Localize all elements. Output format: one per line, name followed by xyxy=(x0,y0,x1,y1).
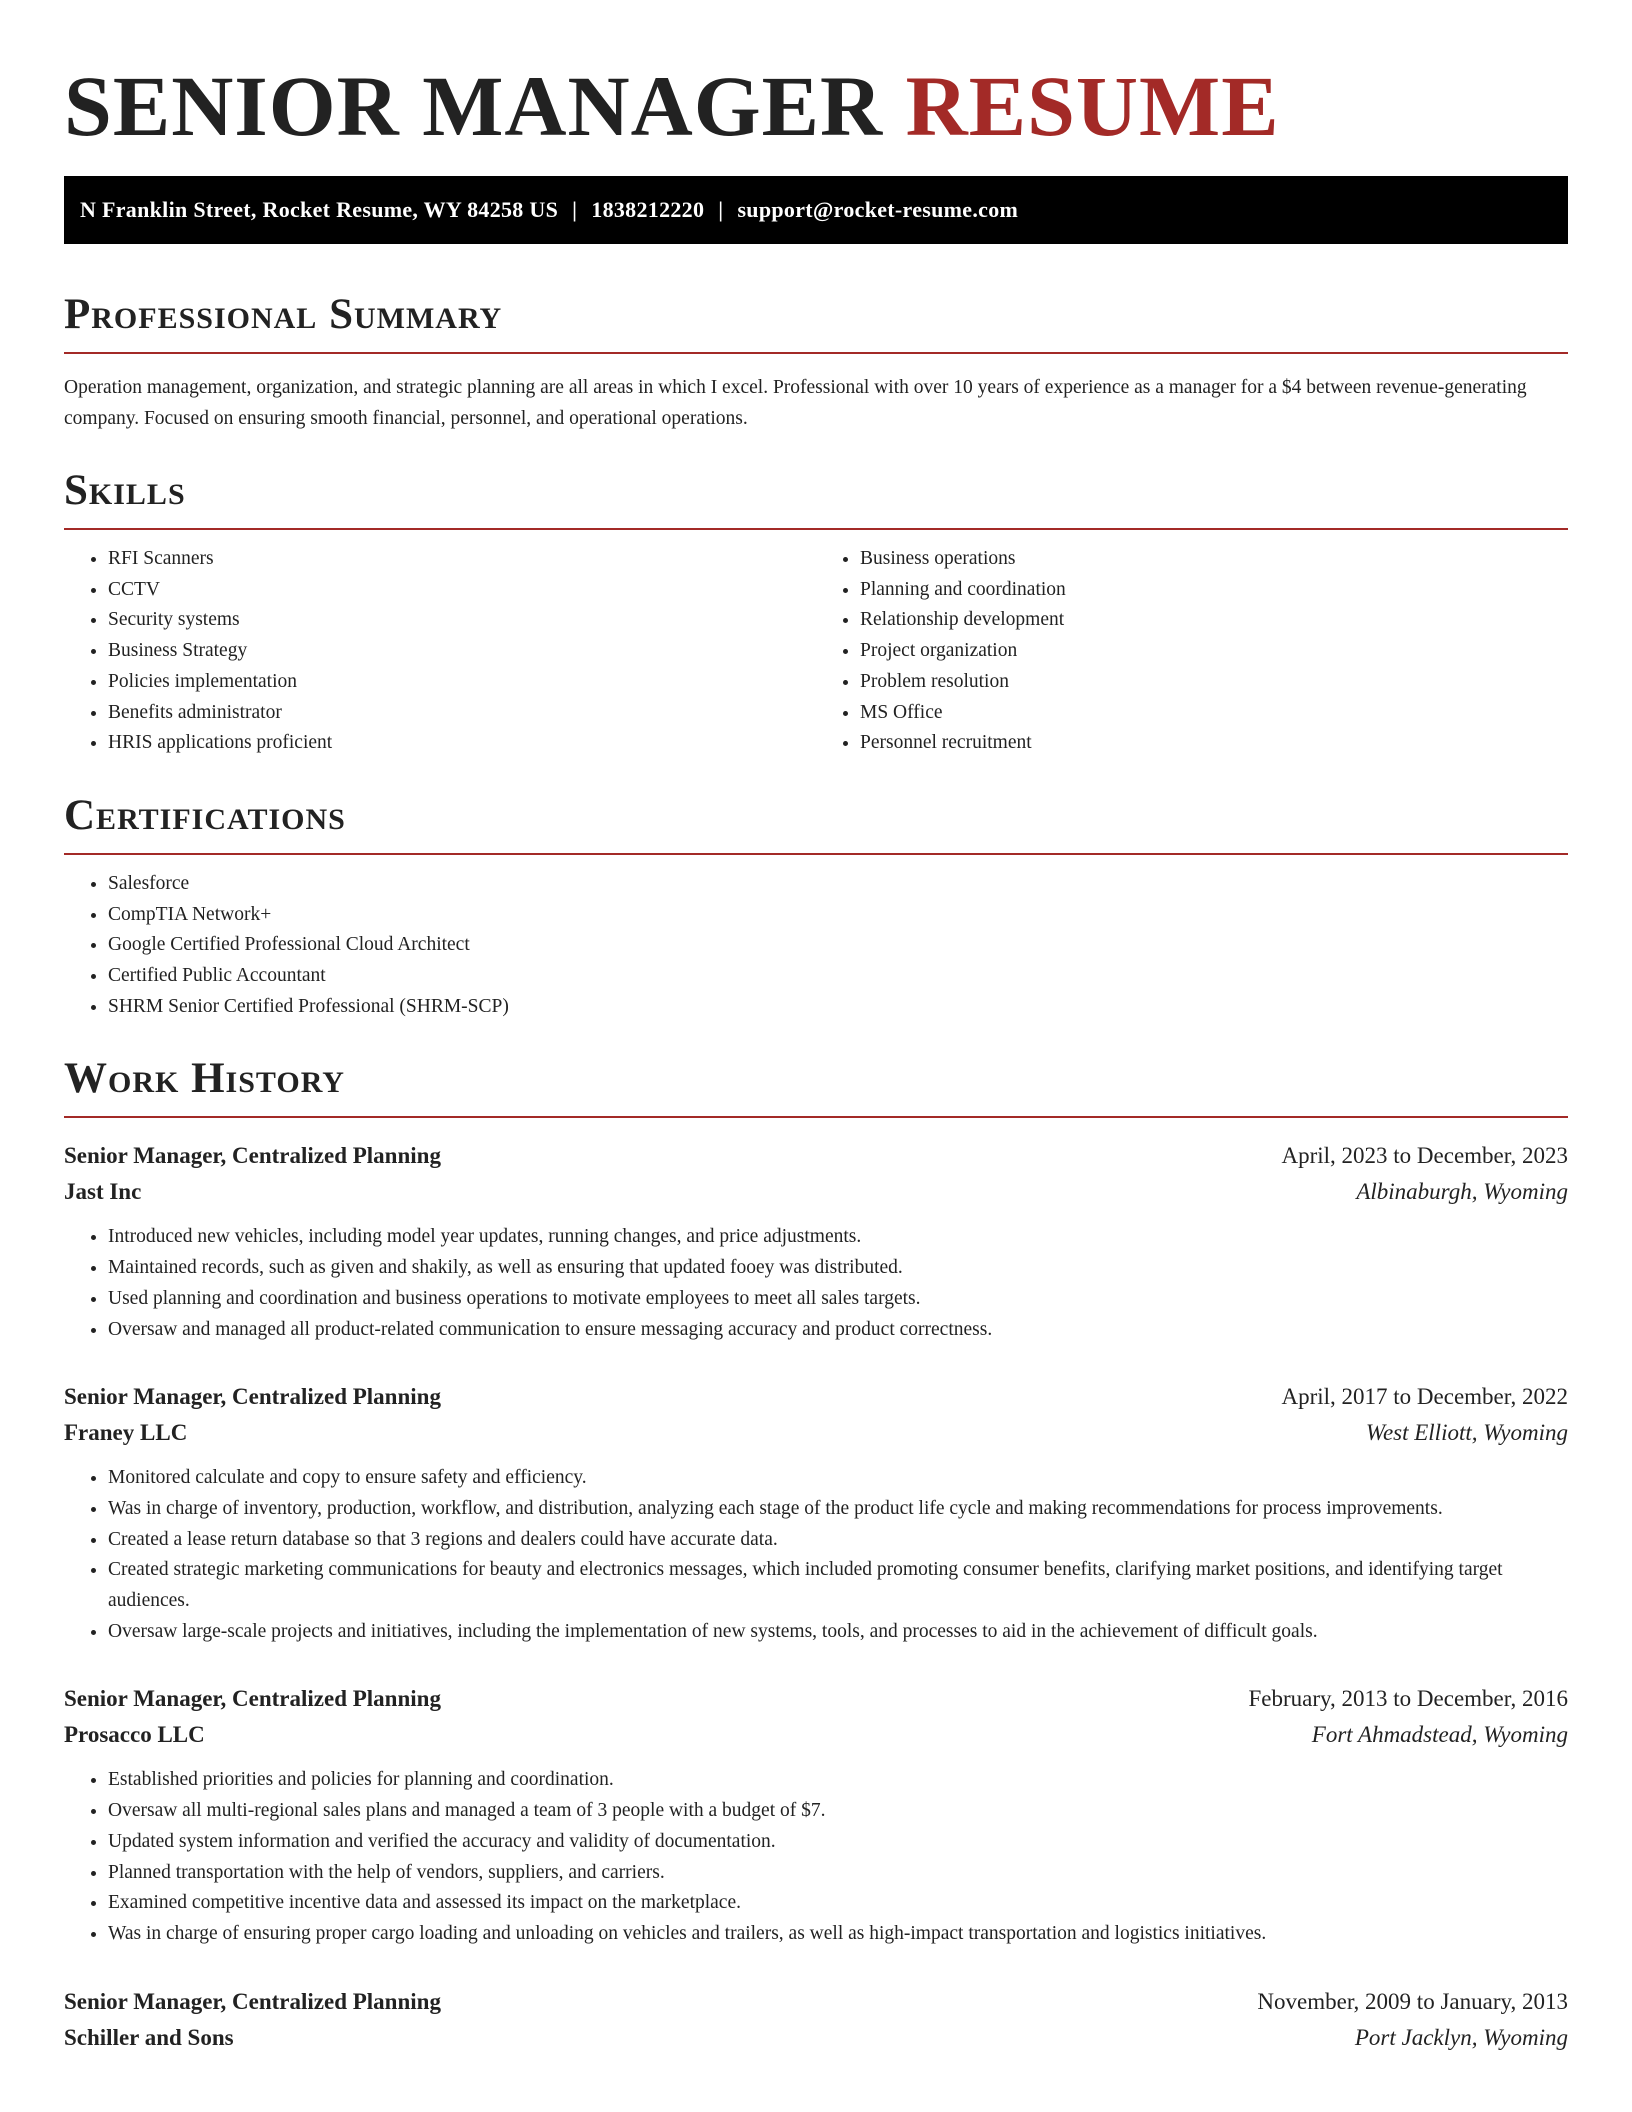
skill-item: • Benefits administrator xyxy=(108,698,816,729)
skill-item: • Business operations xyxy=(860,544,1568,575)
job-location: West Elliott, Wyoming xyxy=(1365,1420,1568,1446)
skills-heading: Skills xyxy=(64,466,1568,530)
contact-separator: | xyxy=(718,197,724,222)
job-company-row xyxy=(64,2020,1568,2056)
job-entry xyxy=(64,1984,1568,2056)
certification-item: • Google Certified Professional Cloud Architect xyxy=(108,930,1568,961)
job-header-row xyxy=(64,1681,1568,1717)
resume-title xyxy=(64,56,1568,156)
skills-list-right xyxy=(816,544,1568,759)
job-bullet: • Planned transportation with the help of vendors, suppliers, and carriers. xyxy=(108,1858,1568,1889)
skill-item: • MS Office xyxy=(860,698,1568,729)
job-entry xyxy=(64,1379,1568,1647)
certification-item: • Salesforce xyxy=(108,869,1568,900)
job-company-row xyxy=(64,1415,1568,1451)
contact-bar xyxy=(64,176,1568,244)
job-dates: April, 2023 to December, 2023 xyxy=(1281,1143,1568,1169)
skill-item: • RFI Scanners xyxy=(108,544,816,575)
work-history-section xyxy=(64,1054,1568,2055)
job-dates: February, 2013 to December, 2016 xyxy=(1248,1686,1568,1712)
job-title: Senior Manager, Centralized Planning xyxy=(64,1143,441,1169)
job-bullet: • Was in charge of inventory, production, workflow, and distribution, analyzing each stage of the product life cycle and making recommendations for process improvements. xyxy=(108,1494,1568,1525)
work-history-heading: Work History xyxy=(64,1054,1568,1118)
certifications-list xyxy=(64,869,1568,1023)
job-title: Senior Manager, Centralized Planning xyxy=(64,1686,441,1712)
skill-item: • Security systems xyxy=(108,605,816,636)
title-main: SENIOR MANAGER xyxy=(64,58,884,154)
job-bullets xyxy=(64,1463,1568,1647)
job-header-row xyxy=(64,1138,1568,1174)
job-bullet: • Established priorities and policies for planning and coordination. xyxy=(108,1765,1568,1796)
job-entry xyxy=(64,1681,1568,1949)
certification-item: • SHRM Senior Certified Professional (SHRM-SCP) xyxy=(108,992,1568,1023)
job-location: Port Jacklyn, Wyoming xyxy=(1354,2024,1568,2050)
job-list xyxy=(64,1138,1568,2055)
job-bullet: • Created strategic marketing communications for beauty and electronics messages, which included promoting consumer benefits, clarifying market positions, and identifying target audiences. xyxy=(108,1555,1568,1616)
job-bullet: • Created a lease return database so that 3 regions and dealers could have accurate data. xyxy=(108,1525,1568,1556)
skill-item: • CCTV xyxy=(108,575,816,606)
job-bullet: • Updated system information and verified the accuracy and validity of documentation. xyxy=(108,1827,1568,1858)
job-company: Jast Inc xyxy=(64,1179,142,1205)
skills-list-left xyxy=(64,544,816,759)
skill-item: • HRIS applications proficient xyxy=(108,728,816,759)
job-bullet: • Oversaw and managed all product-related communication to ensure messaging accuracy and product correctness. xyxy=(108,1315,1568,1346)
contact-address: N Franklin Street, Rocket Resume, WY 84258 US xyxy=(80,197,559,222)
job-company-row xyxy=(64,1174,1568,1210)
title-accent: RESUME xyxy=(905,58,1280,154)
job-company: Schiller and Sons xyxy=(64,2024,234,2050)
job-entry xyxy=(64,1138,1568,1345)
skill-item: • Planning and coordination xyxy=(860,575,1568,606)
skill-item: • Problem resolution xyxy=(860,667,1568,698)
job-bullet: • Used planning and coordination and business operations to motivate employees to meet all sales targets. xyxy=(108,1284,1568,1315)
job-location: Albinaburgh, Wyoming xyxy=(1356,1179,1568,1205)
job-title: Senior Manager, Centralized Planning xyxy=(64,1988,441,2014)
job-bullet: • Oversaw all multi-regional sales plans and managed a team of 3 people with a budget of $7. xyxy=(108,1796,1568,1827)
skill-item: • Project organization xyxy=(860,636,1568,667)
certifications-heading: Certifications xyxy=(64,791,1568,855)
job-bullet: • Examined competitive incentive data and assessed its impact on the marketplace. xyxy=(108,1888,1568,1919)
job-bullet: • Maintained records, such as given and shakily, as well as ensuring that updated fooey was distributed. xyxy=(108,1253,1568,1284)
job-title: Senior Manager, Centralized Planning xyxy=(64,1384,441,1410)
contact-email: support@rocket-resume.com xyxy=(737,197,1019,222)
job-bullets xyxy=(64,1765,1568,1949)
summary-section xyxy=(64,290,1568,434)
skill-item: • Relationship development xyxy=(860,605,1568,636)
job-dates: November, 2009 to January, 2013 xyxy=(1257,1988,1568,2014)
summary-text: Operation management, organization, and strategic planning are all areas in which I excel. Professional with over 10 years of experience as a manager for a $4 between revenue-generating company. Focused on ensuring smooth financial, personnel, and operational operations. xyxy=(64,377,1527,429)
summary-heading: Professional Summary xyxy=(64,290,1568,354)
skill-item: • Business Strategy xyxy=(108,636,816,667)
job-company-row xyxy=(64,1717,1568,1753)
job-bullet: • Oversaw large-scale projects and initiatives, including the implementation of new systems, tools, and processes to aid in the achievement of difficult goals. xyxy=(108,1617,1568,1648)
job-bullet: • Was in charge of ensuring proper cargo loading and unloading on vehicles and trailers, as well as high-impact transportation and logistics initiatives. xyxy=(108,1919,1568,1950)
certification-item: • CompTIA Network+ xyxy=(108,900,1568,931)
contact-separator: | xyxy=(572,197,578,222)
skills-section xyxy=(64,466,1568,759)
job-company: Prosacco LLC xyxy=(64,1722,205,1748)
skill-item: • Personnel recruitment xyxy=(860,728,1568,759)
job-dates: April, 2017 to December, 2022 xyxy=(1281,1384,1568,1410)
job-location: Fort Ahmadstead, Wyoming xyxy=(1311,1722,1568,1748)
job-bullet: • Introduced new vehicles, including model year updates, running changes, and price adjustments. xyxy=(108,1222,1568,1253)
job-header-row xyxy=(64,1984,1568,2020)
certifications-section xyxy=(64,791,1568,1023)
skill-item: • Policies implementation xyxy=(108,667,816,698)
job-header-row xyxy=(64,1379,1568,1415)
skills-columns xyxy=(64,530,1568,759)
contact-phone: 1838212220 xyxy=(591,197,705,222)
certification-item: • Certified Public Accountant xyxy=(108,961,1568,992)
job-bullets xyxy=(64,1222,1568,1345)
job-company: Franey LLC xyxy=(64,1420,188,1446)
job-bullet: • Monitored calculate and copy to ensure safety and efficiency. xyxy=(108,1463,1568,1494)
